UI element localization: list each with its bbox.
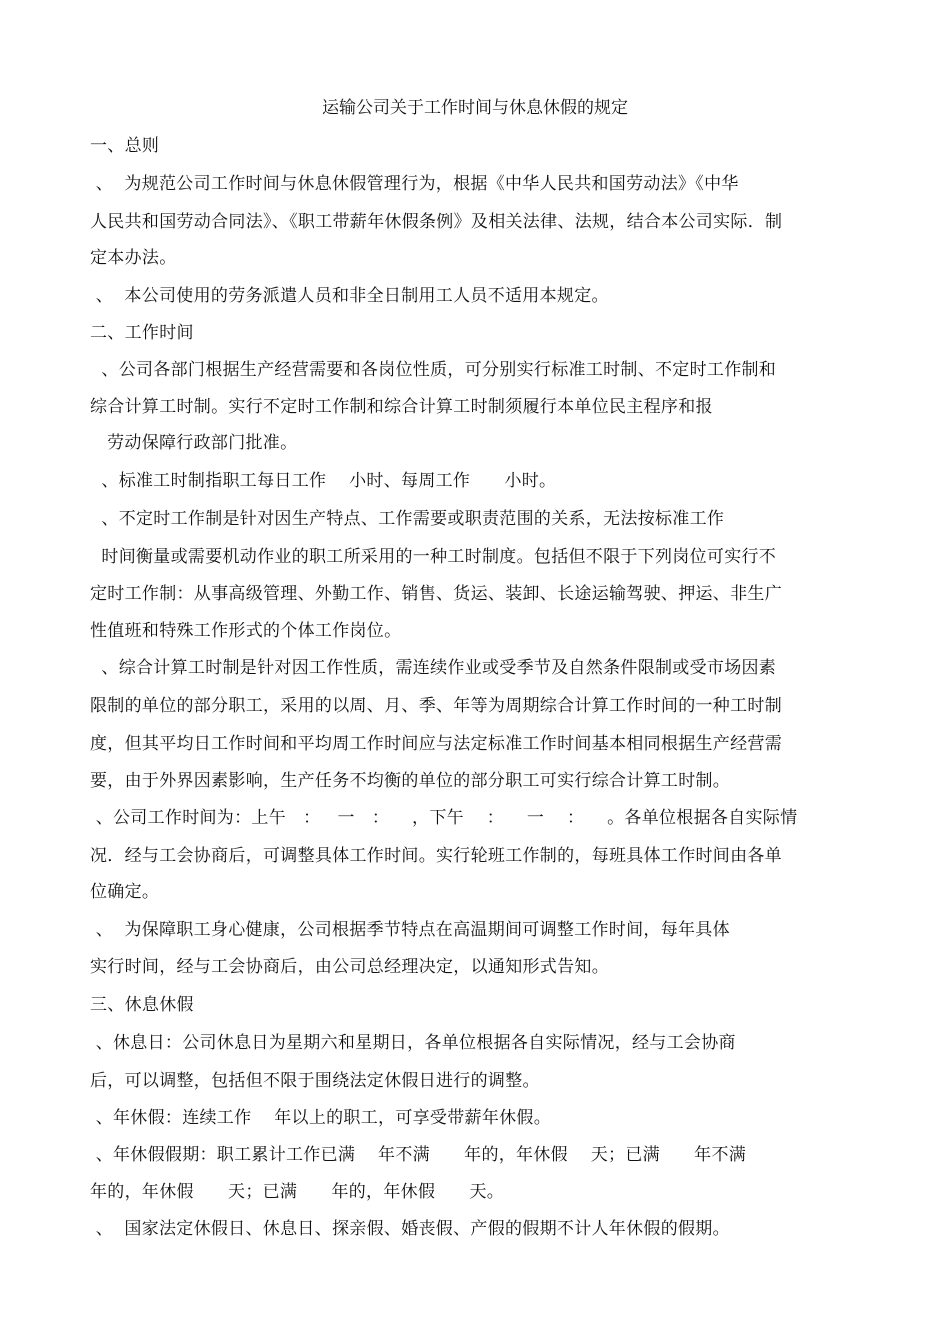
text-line: 、综合计算工时制是针对因工作性质，需连续作业或受季节及自然条件限制或受市场因素 — [90, 658, 777, 678]
text-line: 定本办法。 — [90, 248, 177, 268]
text-line: 况．经与工会协商后，可调整具体工作时间。实行轮班工作制的，每班具体工作时间由各单 — [90, 846, 782, 866]
section-heading-rest-and-leave: 三、休息休假 — [90, 995, 194, 1015]
text-line: 时间衡量或需要机动作业的职工所采用的一种工时制度。包括但不限于下列岗位可实行不 — [90, 547, 777, 567]
document-title: 运输公司关于工作时间与休息休假的规定 — [322, 98, 628, 118]
text-line: 、休息日：公司休息日为星期六和星期日，各单位根据各自实际情况，经与工会协商 — [90, 1033, 736, 1053]
text-line: 综合计算工时制。实行不定时工作制和综合计算工时制须履行本单位民主程序和报 — [90, 397, 713, 417]
text-line: 劳动保障行政部门批准。 — [90, 433, 298, 453]
text-line: 年的，年休假 天；已满 年的，年休假 天。 — [90, 1182, 505, 1202]
text-line: 、公司工作时间为：上午 ： 一 ： ，下午 ： 一 ： 。各单位根据各自实际情 — [90, 808, 798, 828]
section-heading-working-hours: 二、工作时间 — [90, 323, 194, 343]
text-line: 位确定。 — [90, 882, 160, 902]
text-line: 后，可以调整，包括但不限于围绕法定休假日进行的调整。 — [90, 1071, 540, 1091]
text-line: 、公司各部门根据生产经营需要和各岗位性质，可分别实行标准工时制、不定时工作制和 — [90, 360, 777, 380]
text-line: 人民共和国劳动合同法》、《职工带薪年休假条例》及相关法律、法规，结合本公司实际．制 — [90, 212, 783, 232]
text-line: 度，但其平均日工作时间和平均周工作时间应与法定标准工作时间基本相同根据生产经营需 — [90, 734, 782, 754]
text-line: 、 国家法定休假日、休息日、探亲假、婚丧假、产假的假期不计人年休假的假期。 — [90, 1219, 730, 1239]
text-line: 、 本公司使用的劳务派遣人员和非全日制用工人员不适用本规定。 — [90, 286, 609, 306]
text-line: 、 为保障职工身心健康，公司根据季节特点在高温期间可调整工作时间，每年具体 — [90, 920, 730, 940]
text-line: 、年休假假期：职工累计工作已满 年不满 年的，年休假 天；已满 年不满 — [90, 1145, 747, 1165]
text-line: 定时工作制：从事高级管理、外勤工作、销售、货运、装卸、长途运输驾驶、押运、非生广 — [90, 584, 782, 604]
text-line: 性值班和特殊工作形式的个体工作岗位。 — [90, 621, 402, 641]
text-line: 、不定时工作制是针对因生产特点、工作需要或职责范围的关系，无法按标准工作 — [90, 509, 725, 529]
text-line: 限制的单位的部分职工，采用的以周、月、季、年等为周期综合计算工作时间的一种工时制 — [90, 696, 782, 716]
text-line: 、标准工时制指职工每日工作 小时、每周工作 小时。 — [90, 471, 557, 491]
text-line: 、年休假：连续工作 年以上的职工，可享受带薪年休假。 — [90, 1108, 552, 1128]
text-line: 实行时间，经与工会协商后，由公司总经理决定，以通知形式告知。 — [90, 957, 609, 977]
section-heading-general: 一、总则 — [90, 136, 160, 156]
text-line: 、 为规范公司工作时间与休息休假管理行为，根据《中华人民共和国劳动法》《中华 — [90, 174, 739, 194]
text-line: 要，由于外界因素影响，生产任务不均衡的单位的部分职工可实行综合计算工时制。 — [90, 771, 731, 791]
